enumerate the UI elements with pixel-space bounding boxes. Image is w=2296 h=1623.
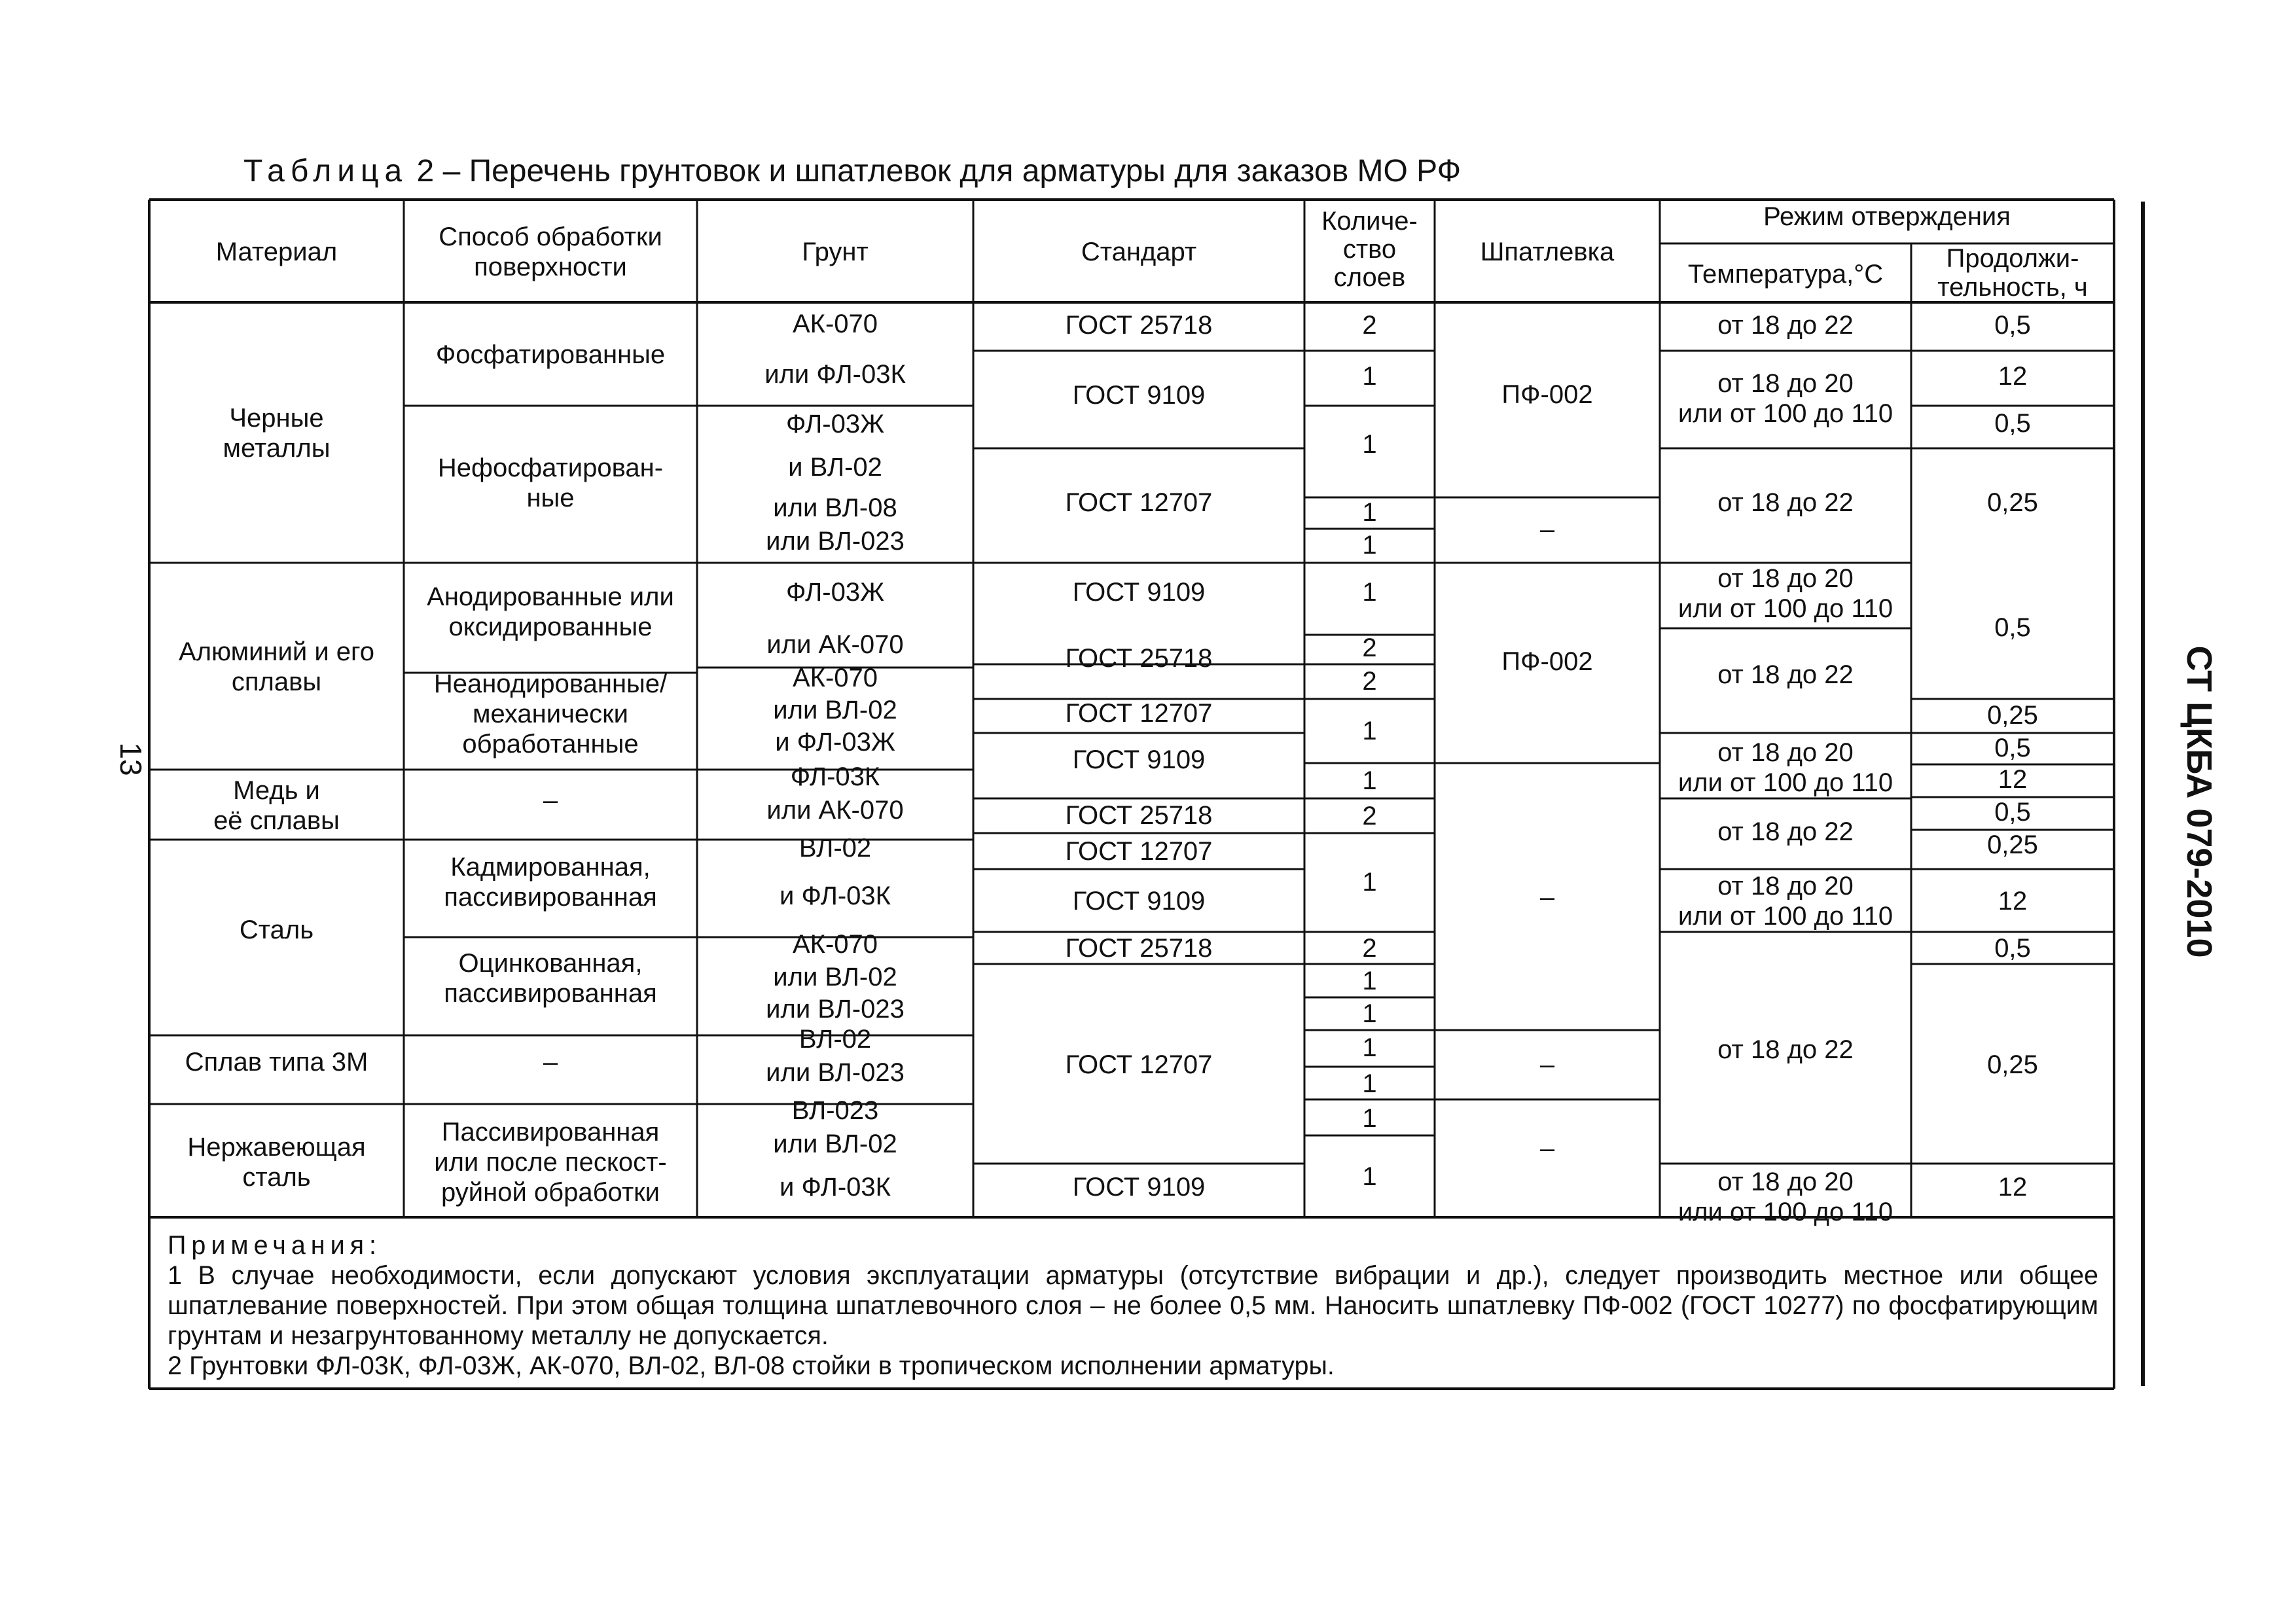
temperature-cell <box>1678 369 1893 428</box>
layers-cell <box>1362 1069 1376 1098</box>
layers-cell <box>1362 311 1376 340</box>
surface-cell-line: – <box>543 786 558 815</box>
putty-cell <box>1540 515 1555 544</box>
material-cell <box>240 916 314 944</box>
temperature-cell-line: от 18 до 22 <box>1717 311 1854 340</box>
primer-cell <box>791 762 880 791</box>
layers-cell-line: 1 <box>1362 531 1377 560</box>
layers-cell <box>1362 578 1376 607</box>
caption-prefix: Таблица <box>243 154 408 188</box>
standard-cell-line: ГОСТ 12707 <box>1065 699 1213 728</box>
header-putty <box>1480 238 1615 266</box>
standard-cell-line: ГОСТ 12707 <box>1065 1050 1213 1079</box>
header-surface <box>439 223 662 281</box>
primer-cell <box>786 410 884 438</box>
putty-cell <box>1501 647 1592 676</box>
standard-cell-line: ГОСТ 25718 <box>1065 644 1213 673</box>
primer-cell <box>780 1173 891 1202</box>
standard-cell-line: ГОСТ 9109 <box>1072 1173 1206 1202</box>
primer-cell <box>766 995 905 1024</box>
primer-cell-line: и ФЛ-03К <box>780 882 891 910</box>
duration-cell <box>1994 311 2031 340</box>
temperature-cell-line: от 18 до 20 <box>1717 872 1854 901</box>
duration-cell-line: 0,25 <box>1987 488 2038 517</box>
standard-cell-line: ГОСТ 9109 <box>1072 578 1206 607</box>
primer-cell <box>766 796 903 825</box>
temperature-cell <box>1678 738 1893 797</box>
header-layers-line: ство <box>1342 235 1397 264</box>
temperature-cell-line: от 18 до 22 <box>1717 817 1854 846</box>
header-layers <box>1321 207 1418 292</box>
primer-cell-line: ВЛ-02 <box>798 1025 872 1054</box>
surface-cell-line: пассивированная <box>444 883 657 912</box>
layers-cell <box>1362 967 1376 995</box>
layers-cell <box>1362 633 1376 662</box>
layers-cell-line: 1 <box>1362 766 1377 795</box>
standard-cell-line: ГОСТ 25718 <box>1065 311 1213 340</box>
layers-cell <box>1362 362 1376 391</box>
header-layers-line: Количе- <box>1321 207 1418 236</box>
surface-cell-line: – <box>543 1048 558 1077</box>
duration-cell-line: 0,5 <box>1994 613 2031 642</box>
layers-cell <box>1362 934 1376 963</box>
surface-cell-line: Фосфатированные <box>435 340 666 369</box>
layers-cell-line: 1 <box>1362 868 1377 897</box>
standard-cell <box>1066 934 1213 963</box>
surface-cell <box>434 669 668 758</box>
layers-cell-line: 2 <box>1362 667 1377 696</box>
duration-cell-line: 0,5 <box>1994 734 2031 762</box>
primer-cell <box>788 453 882 482</box>
standard-cell <box>1066 1050 1213 1079</box>
layers-cell-line: 1 <box>1362 578 1377 607</box>
surface-cell-line: пассивированная <box>444 979 657 1008</box>
duration-cell-line: 0,25 <box>1987 1050 2038 1079</box>
primer-cell-line: или АК-070 <box>766 796 904 825</box>
primer-cell-line: или ВЛ-023 <box>766 995 905 1024</box>
table-cells <box>179 202 2088 1226</box>
duration-cell-line: 0,25 <box>1987 830 2038 859</box>
layers-cell <box>1362 999 1376 1028</box>
standard-cell-line: ГОСТ 12707 <box>1065 837 1213 866</box>
layers-cell-line: 1 <box>1362 1104 1377 1133</box>
surface-cell-line: оксидированные <box>448 613 653 641</box>
putty-cell <box>1501 380 1592 409</box>
surface-cell-line: руйной обработки <box>440 1178 660 1207</box>
layers-cell <box>1362 766 1376 795</box>
primer-cell-line: и ФЛ-03К <box>780 1173 891 1202</box>
duration-cell <box>1994 798 2031 827</box>
primer-cell-line: или ВЛ-023 <box>766 1058 905 1087</box>
primer-cell-line: АК-070 <box>792 310 878 338</box>
temperature-cell-line: от 18 до 20 <box>1717 369 1854 398</box>
surface-cell-line: ные <box>526 484 575 512</box>
temperature-cell-line: или от 100 до 110 <box>1677 399 1893 428</box>
layers-cell <box>1362 1033 1376 1062</box>
header-surface-line: поверхности <box>474 253 627 281</box>
material-cell <box>179 637 374 696</box>
header-curing: Режим отверждения <box>1763 202 2011 231</box>
standard-cell-line: ГОСТ 9109 <box>1072 745 1206 774</box>
primer-cell-line: и ВЛ-02 <box>788 453 882 482</box>
standard-cell-line: ГОСТ 12707 <box>1065 488 1213 517</box>
surface-cell-line: Оцинкованная, <box>458 949 643 978</box>
primer-cell <box>775 728 895 757</box>
primer-cell-line: ФЛ-03Ж <box>785 578 885 607</box>
temperature-cell-line: или от 100 до 110 <box>1677 1198 1893 1226</box>
standard-cell-line: ГОСТ 9109 <box>1072 381 1206 410</box>
layers-cell-line: 1 <box>1362 967 1377 995</box>
duration-cell <box>1998 765 2028 794</box>
surface-cell <box>436 340 665 369</box>
layers-cell-line: 1 <box>1362 430 1377 459</box>
table-notes <box>168 1230 2098 1381</box>
layers-cell-line: 2 <box>1362 802 1377 830</box>
primer-cell <box>793 930 878 959</box>
layers-cell-line: 1 <box>1362 717 1377 745</box>
layers-cell <box>1362 1104 1376 1133</box>
document-code: СТ ЦКБА 079-2010 <box>2179 645 2219 958</box>
material-cell <box>185 1048 368 1077</box>
standard-cell <box>1066 699 1213 728</box>
temperature-cell-line: от 18 до 20 <box>1717 738 1854 767</box>
duration-cell-line: 0,5 <box>1994 311 2031 340</box>
header-temperature-line: Температура,°С <box>1687 260 1884 289</box>
putty-cell <box>1540 1134 1555 1163</box>
layers-cell-line: 2 <box>1362 633 1377 662</box>
duration-cell <box>1998 1173 2028 1202</box>
standard-cell <box>1073 745 1206 774</box>
primer-cell-line: или ФЛ-03К <box>764 360 906 389</box>
surface-cell <box>543 1048 558 1077</box>
duration-cell-line: 0,5 <box>1994 409 2031 438</box>
putty-cell-line: – <box>1539 1134 1555 1163</box>
header-standard-line: Стандарт <box>1081 238 1197 266</box>
layers-cell <box>1362 667 1376 696</box>
temperature-cell <box>1717 660 1854 689</box>
layers-cell-line: 1 <box>1362 1069 1377 1098</box>
layers-cell <box>1362 498 1376 527</box>
duration-cell <box>1994 613 2031 642</box>
temperature-cell-line: от 18 до 22 <box>1717 660 1854 689</box>
layers-cell-line: 2 <box>1362 934 1377 963</box>
standard-cell <box>1073 381 1206 410</box>
primer-cell <box>766 1058 905 1087</box>
temperature-cell <box>1717 1035 1854 1064</box>
header-surface-line: Способ обработки <box>439 223 662 251</box>
surface-cell <box>444 949 656 1008</box>
primer-cell <box>766 527 905 556</box>
header-material <box>216 238 337 266</box>
duration-cell-line: 12 <box>1998 1173 2028 1202</box>
header-layers-line: слоев <box>1333 263 1406 292</box>
margin-rule <box>2141 202 2145 1386</box>
standard-cell <box>1073 1173 1206 1202</box>
primer-cell-line: или ВЛ-023 <box>766 527 905 556</box>
duration-cell <box>1987 488 2038 517</box>
primer-cell <box>780 882 891 910</box>
temperature-cell <box>1717 311 1854 340</box>
putty-cell-line: ПФ-002 <box>1501 380 1593 409</box>
duration-cell-line: 12 <box>1998 887 2028 916</box>
surface-cell-line: Кадмированная, <box>450 853 651 882</box>
material-cell <box>187 1133 365 1192</box>
primer-cell <box>786 578 884 607</box>
duration-cell-line: 0,5 <box>1994 798 2031 827</box>
notes-title: Примечания: <box>168 1231 382 1260</box>
layers-cell-line: 1 <box>1362 362 1377 391</box>
header-duration-line: Продолжи- <box>1946 244 2079 273</box>
header-putty-line: Шпатлевка <box>1480 238 1615 266</box>
putty-cell <box>1540 883 1555 912</box>
material-cell-line: Сталь <box>239 916 314 944</box>
layers-cell <box>1362 717 1376 745</box>
primer-cell-line: или ВЛ-02 <box>773 1130 897 1158</box>
temperature-cell <box>1678 872 1893 931</box>
primer-cell-line: ФЛ-03Ж <box>785 410 885 438</box>
standard-cell-line: ГОСТ 25718 <box>1065 934 1213 963</box>
primer-cell <box>773 1130 897 1158</box>
surface-cell-line: Анодированные или <box>427 582 674 611</box>
material-cell-line: Медь и <box>233 776 320 805</box>
primer-cell-line: или ВЛ-02 <box>773 963 897 991</box>
temperature-cell-line: от 18 до 22 <box>1717 1035 1854 1064</box>
putty-cell-line: – <box>1539 1050 1555 1079</box>
material-cell-line: сталь <box>242 1163 311 1192</box>
surface-cell-line: обработанные <box>462 730 639 758</box>
layers-cell <box>1362 1162 1376 1191</box>
duration-cell-line: 0,25 <box>1987 701 2038 730</box>
standard-cell <box>1066 311 1213 340</box>
primer-cell <box>766 630 903 659</box>
surface-cell-line: Неанодированные/ <box>433 669 668 698</box>
duration-cell <box>1998 887 2028 916</box>
material-cell-line: Алюминий и его <box>179 637 374 666</box>
primer-cell <box>799 834 871 863</box>
duration-cell-line: 12 <box>1998 765 2028 794</box>
duration-cell <box>1987 1050 2038 1079</box>
note-1: 1 В случае необходимости, если допускают условия эксплуатации арматуры (отсутствие вибрации и др.), следует производить местное или общее шпатлевание поверхностей. При этом общая толщина шпатлевочного слоя – не более 0,5 мм. Наносить шпатлевку ПФ-002 (ГОСТ 10277) по фосфатирующим грунтам и незагрунтованному металлу не допускается. <box>168 1261 2098 1350</box>
duration-cell <box>1987 830 2038 859</box>
note-2: 2 Грунтовки ФЛ-03К, ФЛ-03Ж, АК-070, ВЛ-02, ВЛ-08 стойки в тропическом исполнении арматуры. <box>168 1351 1335 1380</box>
material-cell-line: Черные <box>229 404 324 433</box>
primer-cell-line: АК-070 <box>792 664 878 692</box>
duration-cell-line: 12 <box>1998 362 2028 391</box>
temperature-cell-line: от 18 до 20 <box>1717 1168 1854 1196</box>
temperature-cell-line: или от 100 до 110 <box>1677 768 1893 797</box>
duration-cell <box>1994 734 2031 762</box>
duration-cell-line: 0,5 <box>1994 934 2031 963</box>
primer-cell-line: ВЛ-02 <box>798 834 872 863</box>
surface-cell <box>543 786 558 815</box>
primer-cell <box>792 1096 879 1125</box>
page-number: 13 <box>114 742 148 776</box>
material-cell <box>213 776 340 835</box>
putty-cell-line: ПФ-002 <box>1501 647 1593 676</box>
primer-cell-line: или ВЛ-08 <box>773 493 897 522</box>
header-primer-line: Грунт <box>802 238 869 266</box>
header-temperature <box>1688 260 1883 289</box>
standard-cell <box>1073 887 1206 916</box>
primer-cell <box>764 360 906 389</box>
putty-cell-line: – <box>1539 883 1555 912</box>
primer-cell <box>773 493 897 522</box>
primer-cell-line: или ВЛ-02 <box>773 696 897 724</box>
primer-cell <box>799 1025 871 1054</box>
temperature-cell-line: или от 100 до 110 <box>1677 902 1893 931</box>
temperature-cell <box>1678 564 1893 623</box>
header-duration-line: тельность, ч <box>1937 273 2088 302</box>
temperature-cell <box>1678 1168 1893 1226</box>
standard-cell <box>1066 837 1213 866</box>
material-cell-line: сплавы <box>231 668 322 696</box>
temperature-cell <box>1717 817 1854 846</box>
duration-cell <box>1994 409 2031 438</box>
surface-cell-line: механически <box>472 700 629 728</box>
primer-cell <box>773 696 897 724</box>
temperature-cell <box>1717 488 1854 517</box>
caption-text: 2 – Перечень грунтовок и шпатлевок для арматуры для заказов МО РФ <box>416 154 1462 188</box>
standard-cell-line: ГОСТ 9109 <box>1072 887 1206 916</box>
primer-cell-line: и ФЛ-03Ж <box>775 728 895 757</box>
layers-cell-line: 1 <box>1362 999 1377 1028</box>
layers-cell <box>1362 868 1376 897</box>
duration-cell <box>1987 701 2038 730</box>
duration-cell <box>1994 934 2031 963</box>
duration-cell <box>1998 362 2028 391</box>
surface-cell <box>444 853 656 912</box>
surface-cell-line: или после пескост- <box>434 1148 667 1177</box>
layers-cell <box>1362 802 1376 830</box>
material-cell-line: её сплавы <box>213 806 340 835</box>
layers-cell-line: 1 <box>1362 1162 1377 1191</box>
layers-cell <box>1362 531 1376 560</box>
layers-cell-line: 1 <box>1362 1033 1377 1062</box>
material-cell-line: Нержавеющая <box>187 1133 366 1162</box>
primer-cell-line: ФЛ-03К <box>790 762 880 791</box>
layers-cell <box>1362 430 1376 459</box>
material-cell-line: металлы <box>223 434 331 463</box>
temperature-cell-line: от 18 до 22 <box>1717 488 1854 517</box>
material-cell <box>223 404 331 463</box>
standard-cell <box>1066 644 1213 673</box>
standard-cell <box>1066 801 1213 830</box>
header-standard <box>1081 238 1196 266</box>
surface-cell <box>434 1118 667 1207</box>
header-material-line: Материал <box>215 238 338 266</box>
temperature-cell-line: от 18 до 20 <box>1717 564 1854 593</box>
surface-cell <box>427 582 674 641</box>
primer-cell <box>773 963 897 991</box>
layers-cell-line: 2 <box>1362 311 1377 340</box>
surface-cell-line: Нефосфатирован- <box>437 454 664 482</box>
standard-cell <box>1066 488 1213 517</box>
standard-cell <box>1073 578 1206 607</box>
primer-cell <box>793 310 878 338</box>
header-duration <box>1937 244 2088 302</box>
putty-cell <box>1540 1050 1555 1079</box>
surface-cell-line: Пассивированная <box>441 1118 660 1147</box>
putty-cell-line: – <box>1539 515 1555 544</box>
standard-cell-line: ГОСТ 25718 <box>1065 801 1213 830</box>
layers-cell-line: 1 <box>1362 498 1377 527</box>
primer-cell-line: или АК-070 <box>766 630 904 659</box>
primer-cell <box>793 664 878 692</box>
primer-cell-line: ВЛ-023 <box>791 1096 879 1125</box>
material-cell-line: Сплав типа 3М <box>185 1048 368 1077</box>
surface-cell <box>438 454 663 512</box>
primer-cell-line: АК-070 <box>792 930 878 959</box>
header-primer <box>802 238 869 266</box>
temperature-cell-line: или от 100 до 110 <box>1677 594 1893 623</box>
